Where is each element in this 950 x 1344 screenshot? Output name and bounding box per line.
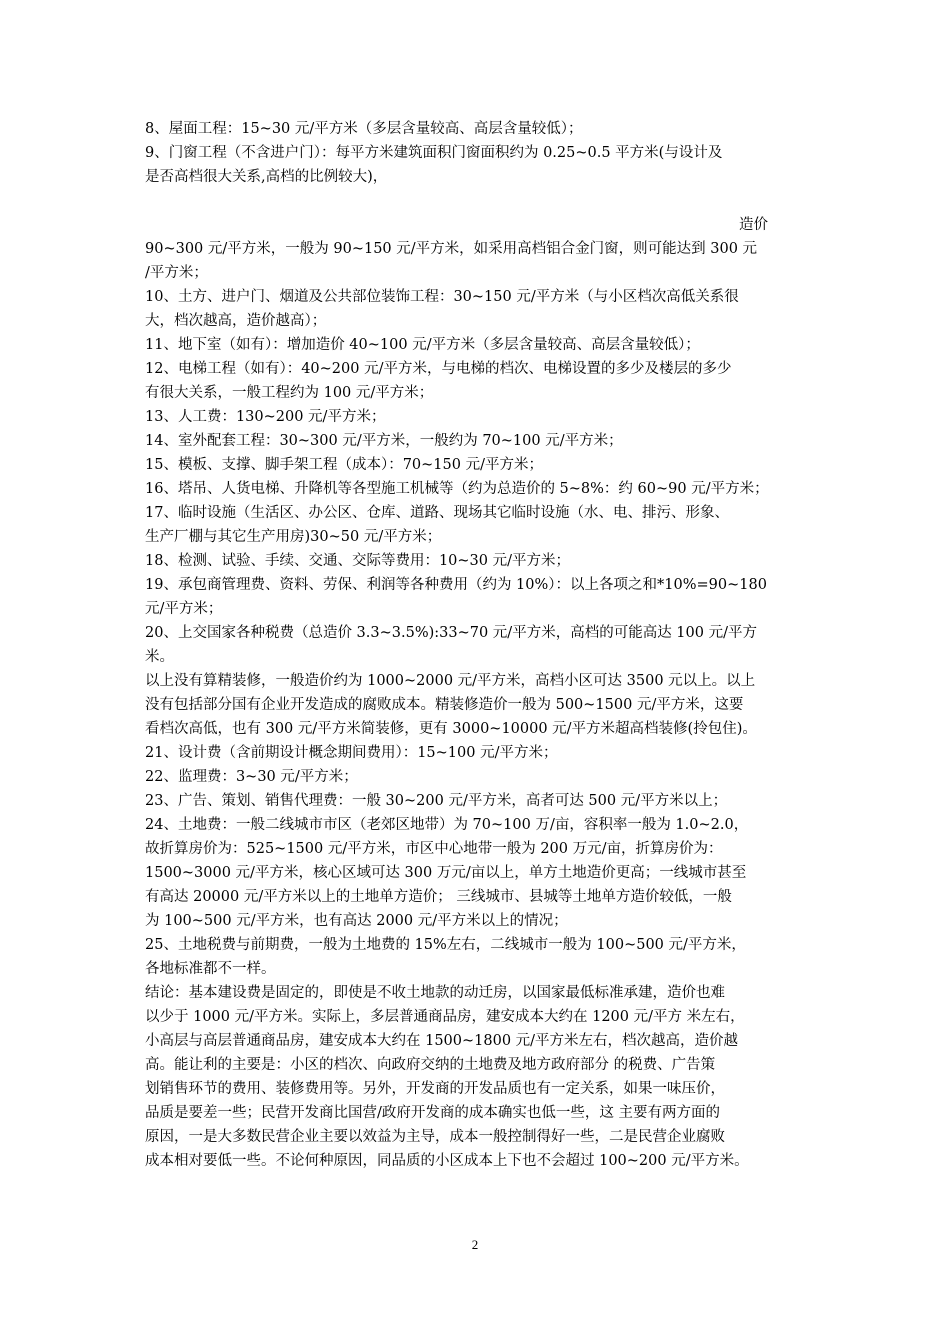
text-line: 看档次高低，也有 300 元/平方米简装修，更有 3000~10000 元/平方米超高档装修(拎包住)。: [145, 721, 757, 737]
text-line: 22、监理费：3~30 元/平方米；: [145, 769, 358, 785]
text-line: 9、门窗工程（不含进户门）：每平方米建筑面积门窗面积约为 0.25~0.5 平方米(与设计及: [145, 145, 723, 161]
text-line: 13、人工费：130~200 元/平方米；: [145, 409, 386, 425]
text-line: 8、屋面工程：15~30 元/平方米（多层含量较高、高层含量较低）；: [145, 121, 583, 137]
text-line: 大，档次越高，造价越高）；: [145, 313, 327, 329]
text-line: 故折算房价为：525~1500 元/平方米，市区中心地带一般为 200 万元/亩，折算房价为：: [145, 841, 723, 857]
text-line: 小高层与高层普通商品房，建安成本大约在 1500~1800 元/平方米左右，档次越高，造价越: [145, 1033, 739, 1049]
text-line: 没有包括部分国有企业开发造成的腐败成本。精装修造价一般为 500~1500 元/平方米，这要: [145, 697, 744, 713]
blank-line: [145, 189, 813, 213]
text-line: 为 100~500 元/平方米，也有高达 2000 元/平方米以上的情况；: [145, 913, 568, 929]
text-line: 是否高档很大关系,高档的比例较大)，: [145, 169, 388, 185]
text-line: 品质是要差一些；民营开发商比国营/政府开发商的成本确实也低一些，这 主要有两方面的: [145, 1105, 720, 1121]
page-number: 2: [471, 1237, 479, 1252]
text-line: 生产厂棚与其它生产用房)30~50 元/平方米；: [145, 529, 442, 545]
text-line: 19、承包商管理费、资料、劳保、利润等各种费用（约为 10%）：以上各项之和*10%=90~180: [145, 577, 767, 593]
text-line: 成本相对要低一些。不论何种原因，同品质的小区成本上下也不会超过 100~200 元/平方米。: [145, 1153, 749, 1169]
text-line: 以上没有算精装修，一般造价约为 1000~2000 元/平方米，高档小区可达 3500 元以上。以上: [145, 673, 756, 689]
text-line: 20、上交国家各种税费（总造价 3.3~3.5%):33~70 元/平方米，高档的可能高达 100 元/平方: [145, 625, 757, 641]
text-line: 11、地下室（如有）：增加造价 40~100 元/平方米（多层含量较高、高层含量较低）；: [145, 337, 700, 353]
text-line: 元/平方米；: [145, 601, 223, 617]
text-line: 24、土地费：一般二线城市市区（老郊区地带）为 70~100 万/亩，容积率一般为 1.0~2.0，: [145, 817, 749, 833]
text-line: 12、电梯工程（如有）：40~200 元/平方米，与电梯的档次、电梯设置的多少及楼层的多少: [145, 361, 732, 377]
text-line: 各地标准都不一样。: [145, 961, 276, 977]
text-line: 14、室外配套工程：30~300 元/平方米，一般约为 70~100 元/平方米；: [145, 433, 623, 449]
text-line: 结论：基本建设费是固定的，即使是不收土地款的动迁房，以国家最低标准承建，造价也难: [145, 985, 725, 1001]
text-line: 23、广告、策划、销售代理费：一般 30~200 元/平方米，高者可达 500 元/平方米以上；: [145, 793, 728, 809]
text-line: 有很大关系，一般工程约为 100 元/平方米；: [145, 385, 434, 401]
text-line: 原因，一是大多数民营企业主要以效益为主导，成本一般控制得好一些，二是民营企业腐败: [145, 1129, 725, 1145]
text-line: 1500~3000 元/平方米，核心区域可达 300 万元/亩以上，单方土地造价更高；一线城市甚至: [145, 865, 747, 881]
text-line: 10、土方、进户门、烟道及公共部位装饰工程：30~150 元/平方米（与小区档次高低关系很: [145, 289, 739, 305]
text-line: 16、塔吊、人货电梯、升降机等各型施工机械等（约为总造价的 5~8%：约 60~90 元/平方米；: [145, 481, 769, 497]
text-line: /平方米；: [145, 265, 208, 281]
text-line: 18、检测、试验、手续、交通、交际等费用：10~30 元/平方米；: [145, 553, 570, 569]
text-line: 有高达 20000 元/平方米以上的土地单方造价； 三线城市、县城等土地单方造价较低，一般: [145, 889, 732, 905]
text-line: 高。能让利的主要是：小区的档次、向政府交纳的土地费及地方政府部分 的税费、广告策: [145, 1057, 716, 1073]
text-line: 90~300 元/平方米，一般为 90~150 元/平方米，如采用高档铝合金门窗，则可能达到 300 元: [145, 241, 758, 257]
text-line: 以少于 1000 元/平方米。实际上，多层普通商品房，建安成本大约在 1200 元/平方 米左右，: [145, 1009, 745, 1025]
text-line: 21、设计费（含前期设计概念期间费用）：15~100 元/平方米；: [145, 745, 558, 761]
body-text: [145, 117, 813, 1173]
text-line: 造价: [739, 217, 768, 233]
text-line: 17、临时设施（生活区、办公区、仓库、道路、现场其它临时设施（水、电、排污、形象、: [145, 505, 729, 521]
text-line: 25、土地税费与前期费，一般为土地费的 15%左右，二线城市一般为 100~500 元/平方米，: [145, 937, 746, 953]
text-line: 划销售环节的费用、装修费用等。另外，开发商的开发品质也有一定关系，如果一味压价，: [145, 1081, 725, 1097]
text-line: 15、模板、支撑、脚手架工程（成本）：70~150 元/平方米；: [145, 457, 543, 473]
text-line: 米。: [145, 649, 174, 665]
